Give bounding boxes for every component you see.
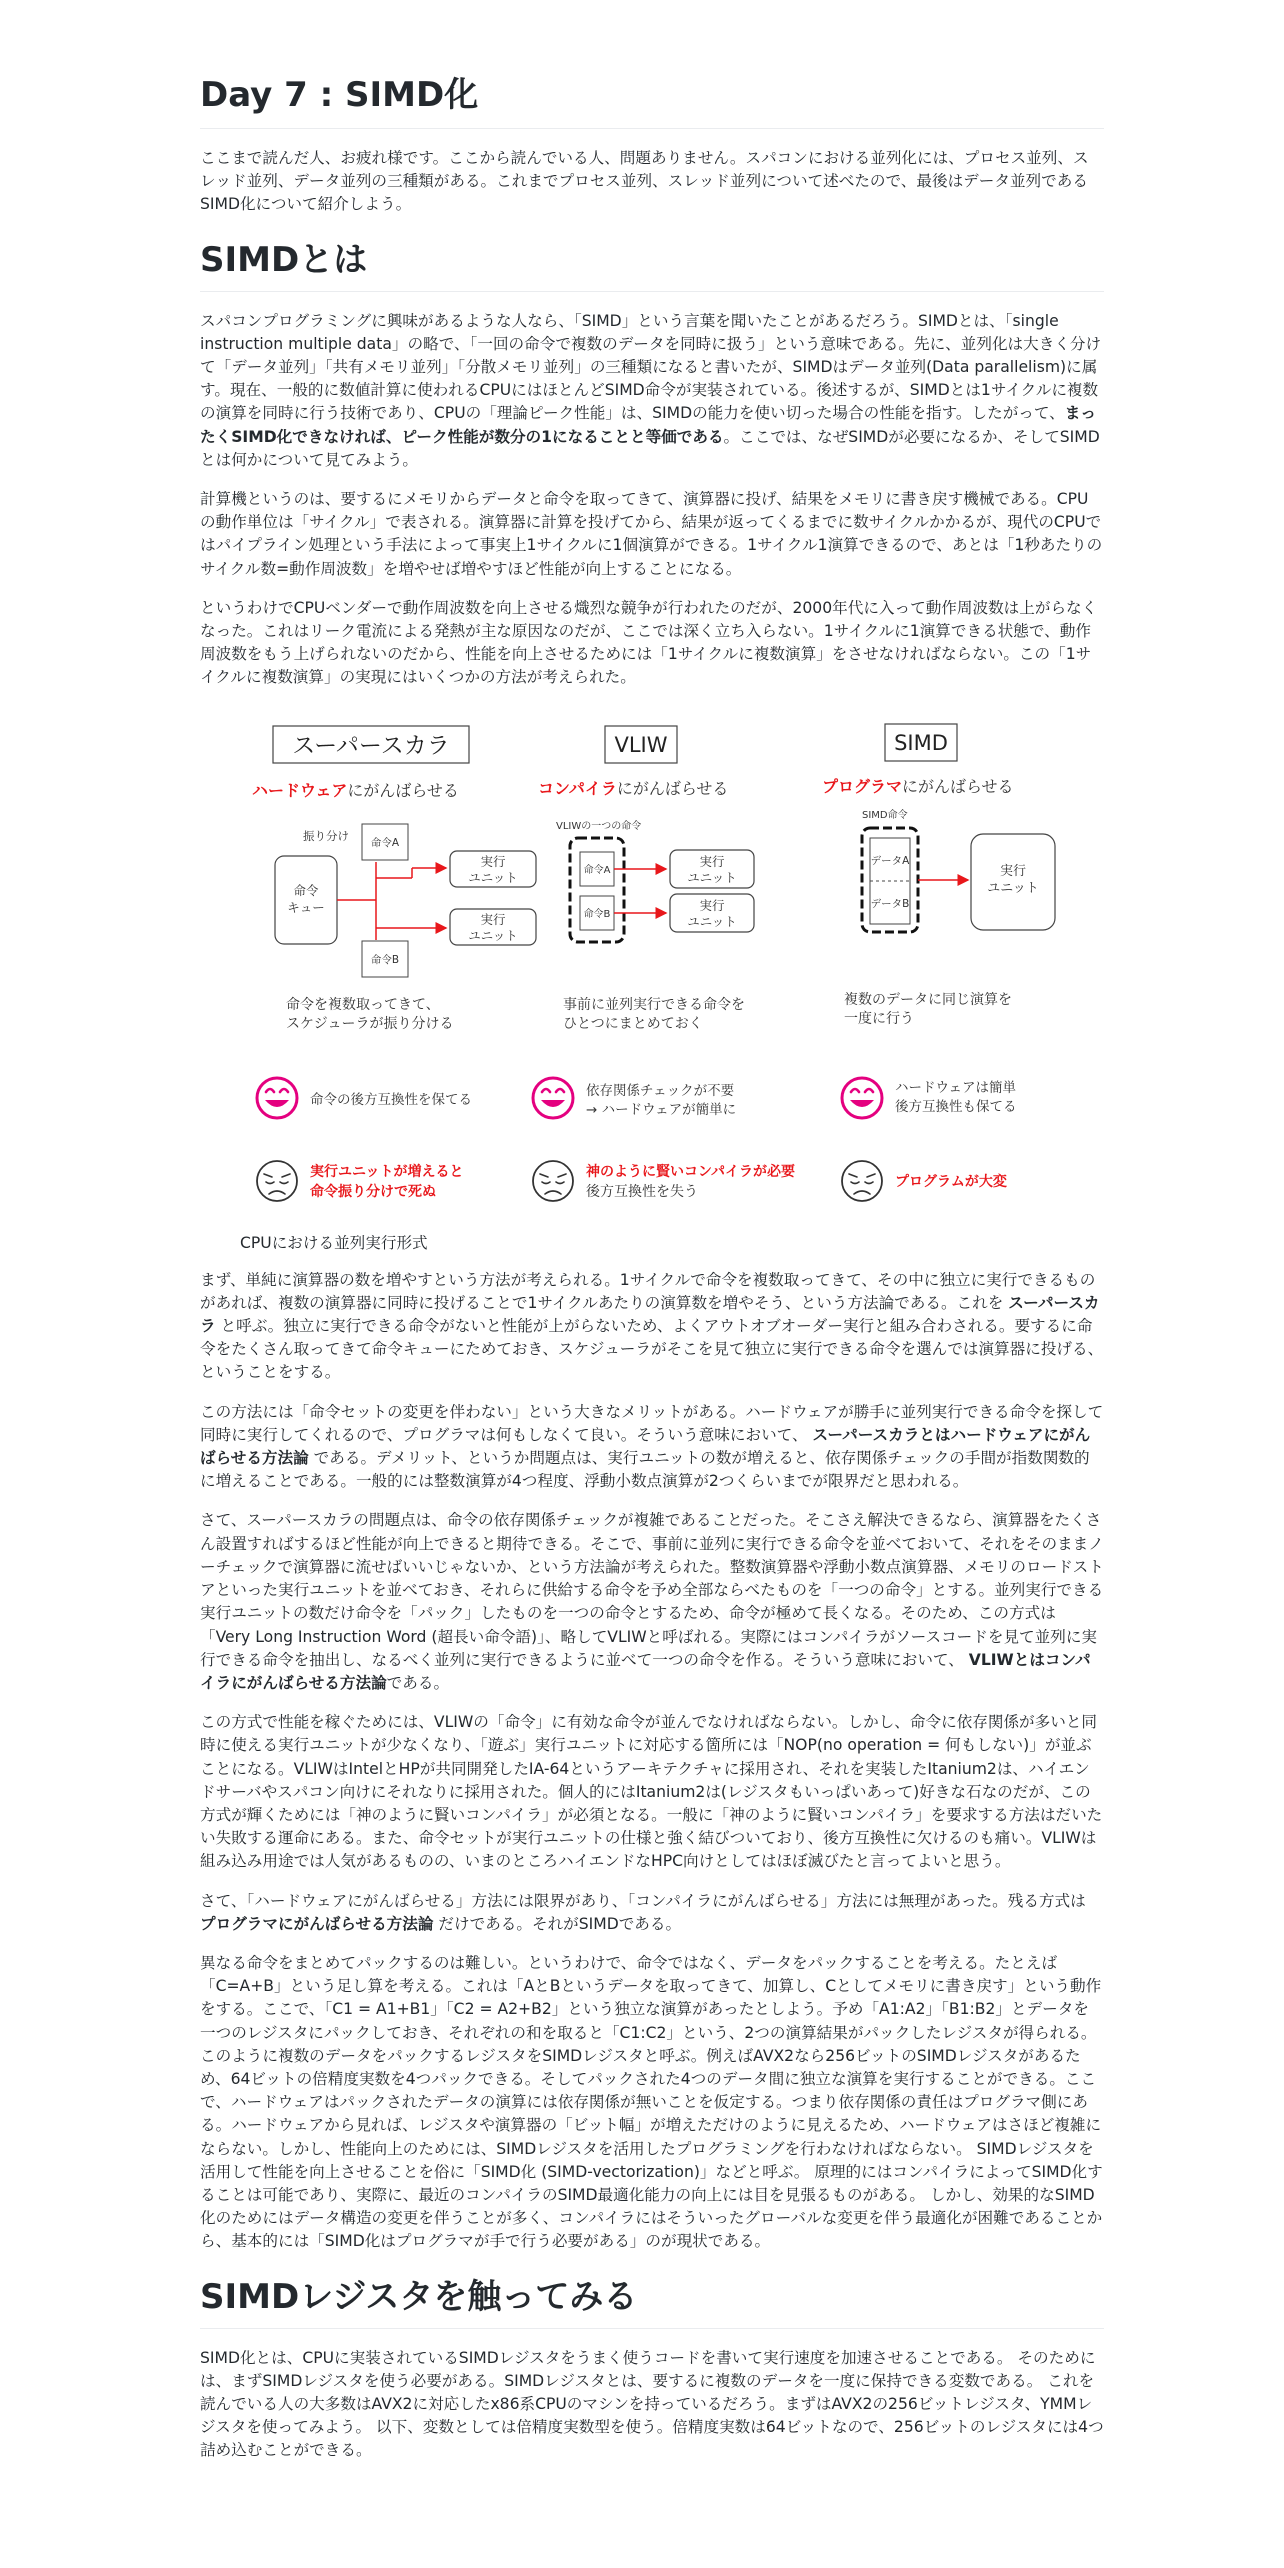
text-run: さて、「ハードウェアにがんばらせる」方法には限界があり、「コンパイラにがんばらせる」方法には無理があった。残る方式は <box>200 1891 1086 1910</box>
data-b-label: データB <box>870 897 910 910</box>
vliw-desc-1: 事前に並列実行できる命令を <box>563 996 745 1013</box>
superscalar-con-2: 命令振り分けで死ぬ <box>310 1183 436 1200</box>
superscalar-lead <box>252 781 459 800</box>
simd-title: SIMD <box>894 730 948 755</box>
parallel-execution-figure <box>200 706 1104 1236</box>
text-run: 。ここでは、なぜSIMDが必要になるか、そしてSIMDとは何かについて見てみよう。 <box>200 427 1100 469</box>
dispatch-label: 振り分け <box>303 828 349 843</box>
vliw-title: VLIW <box>614 732 668 757</box>
exec-unit-label-1: 実行 <box>999 863 1027 879</box>
exec-unit-label-2: ユニット <box>987 880 1039 896</box>
emphasis-text: VLIWとはコンパイラにがんばらせる方法論 <box>200 1650 1091 1692</box>
exec-unit-label-2: ユニット <box>468 869 518 885</box>
superscalar-desc-2: スケジューラが振り分ける <box>286 1015 454 1032</box>
data-a-label: データA <box>870 854 910 867</box>
text-run: さて、スーパースカラの問題点は、命令の依存関係チェックが複雑であることだった。そこさえ解決できるなら、演算器をたくさん設置すればするほど性能が向上できると期待できる。そこで、事前に並列に実行できる命令を並べておいて、それをそのままノーチェックで演算器に流せばいいじゃないか、という方法論が考えられた。整数演算器や浮動小数点演算器、メモリのロードストアといった実行ユニットを並べておき、それらに供給する命令を予め全部ならべたものを「一つの命令」とする。並列実行できる実行ユニットの数だけ命令を「パック」したものを一つの命令とするため、命令が極めて長くなる。そのため、この方式は「Very Long Instruction Word (超長い命令語)」、略してVLIWと呼ばれる。実際にはコンパイラがソースコードを見て並列に実行できる命令を抽出し、なるべく並列に実行できるように並べて一つの命令を作る。そういう意味において、 <box>200 1511 1104 1669</box>
instr-a-label: 命令A <box>583 864 611 876</box>
emphasis-text: スーパースカラとはハードウェアにがんばらせる方法論 <box>200 1425 1091 1468</box>
lead-rest: にがんばらせる <box>616 778 729 798</box>
text-run: この方法には「命令セットの変更を伴わない」という大きなメリットがある。ハードウェアが勝手に並列実行できる命令を探して同時に実行してくれるので、プログラマは何もしなくて良い。そういう意味において、 <box>200 1402 1104 1444</box>
emphasis-text: スーパースカラ <box>200 1293 1100 1336</box>
text-run: である。 <box>386 1673 450 1692</box>
vliw-desc-2: ひとつにまとめておく <box>563 1015 703 1032</box>
paragraph-simd-register-usage: SIMD化とは、CPUに実装されているSIMDレジスタをうまく使うコードを書いて実行速度を加速させることである。 そのためには、まずSIMDレジスタを使う必要がある。SIMDレジスタとは、要するに複数のデータを一度に保持できる変数である。 これを読んでいる人の大多数はAVX2に対応したx86系CPUのマシンを持っているだろう。まずはAVX2の256ビットレジスタ、YMMレジスタを使ってみよう。 以下、変数としては倍精度実数型を使う。倍精度実数は64ビットなので、256ビットのレジスタには4つ詰め込むことができる。 <box>200 2348 1104 2460</box>
superscalar-title: スーパースカラ <box>292 732 450 759</box>
day-heading: Day 7 : SIMD化 <box>200 72 1104 129</box>
queue-label-2: キュー <box>287 899 325 915</box>
unhappy-face-icon <box>533 1161 573 1201</box>
emphasis-text: プログラマにがんばらせる方法論 <box>200 1914 434 1933</box>
vliw-note: VLIWの一つの命令 <box>556 820 642 832</box>
figure-caption: CPUにおける並列実行形式 <box>240 1233 428 1252</box>
simd-desc-2: 一度に行う <box>844 1010 914 1027</box>
instr-b-label: 命令B <box>583 908 611 920</box>
text-run: と呼ぶ。独立に実行できる命令がないと性能が上がらないため、よくアウトオブオーダー実行と組み合わされる。要するに命令をたくさん取ってきて命令キューにためておき、スケジューラがそこを見て独立に実行できる命令を選んでは演算器に投げる、ということをする。 <box>200 1317 1104 1382</box>
lead-rest: にがんばらせる <box>902 776 1014 796</box>
smile-icon <box>533 1078 573 1118</box>
simd-desc-1: 複数のデータに同じ演算を <box>844 991 1012 1008</box>
exec-unit-label-1: 実行 <box>480 853 506 869</box>
text-run: まず、単純に演算器の数を増やすという方法が考えられる。1サイクルで命令を複数取ってきて、その中に独立に実行できるものがあれば、複数の演算器に同時に投げることで1サイクルあたりの演算数を増やそう、という方法論である。これを <box>200 1270 1096 1312</box>
paragraph-frequency: というわけでCPUベンダーで動作周波数を向上させる熾烈な競争が行われたのだが、2000年代に入って動作周波数は上がらなくなった。これはリーク電流による発熱が主な原因なのだが、ここでは深く立ち入らない。1サイクルに1演算できる状態で、動作周波数をもう上げられないのだから、性能を向上させるためには「1サイクルに複数演算」をさせなければならない。この「1サイクルに複数演算」の実現にはいくつかの方法が考えられた。 <box>200 598 1098 687</box>
simd-pro-2: 後方互換性も保てる <box>895 1098 1017 1115</box>
vliw-pro-2: → ハードウェアが簡単に <box>586 1101 737 1118</box>
superscalar-column <box>252 726 536 1201</box>
lead-red: コンパイラ <box>538 778 617 798</box>
superscalar-pro-1: 命令の後方互換性を保てる <box>310 1091 472 1108</box>
exec-unit-label-2: ユニット <box>468 927 518 943</box>
superscalar-con-1: 実行ユニットが増えると <box>310 1163 464 1180</box>
section-heading-simd: SIMDとは <box>200 237 1104 292</box>
simd-column <box>822 724 1055 1201</box>
lead-red: ハードウェア <box>252 780 348 800</box>
queue-label-1: 命令 <box>293 882 319 898</box>
simd-note: SIMD命令 <box>862 809 908 821</box>
lead-red: プログラマ <box>822 776 903 796</box>
text-run: である。デメリット、というか問題点は、実行ユニットの数が増えると、依存関係チェックの手間が指数関数的に増えることである。一般的には整数演算が4つ程度、浮動小数点演算が2つくらいまでが限界だと思われる。 <box>200 1449 1090 1491</box>
exec-unit-label-1: 実行 <box>699 853 725 869</box>
simd-con-1: プログラムが大変 <box>895 1173 1007 1190</box>
text-run: だけである。それがSIMDである。 <box>433 1914 682 1933</box>
text-run: スパコンプログラミングに興味があるような人なら、「SIMD」という言葉を聞いたことがあるだろう。SIMDとは、「single instruction multiple data」の略で、「一回の命令で複数のデータを同時に扱う」という意味である。先に、並列化は大きく分けて「データ並列」「共有メモリ並列」「分散メモリ並列」の三種類になると書いたが、SIMDはデータ並列(Data parallelism)に属す。現在、一般的に数値計算に使われるCPUにはほとんどSIMD命令が実装されている。後述するが、SIMDとは1サイクルに複数の演算を同時に行う技術であり、CPUの「理論ピーク性能」は、SIMDの能力を使い切った場合の性能を指す。したがって、 <box>200 311 1102 423</box>
instr-a-label: 命令A <box>370 836 400 849</box>
paragraph-superscalar <box>200 1269 1104 1385</box>
exec-unit-label-2: ユニット <box>687 913 737 929</box>
paragraph-vliw <box>200 1509 1104 1695</box>
emphasis-text: まったくSIMD化できなければ、ピーク性能が数分の1になることと等価である <box>200 404 1096 446</box>
smile-icon <box>842 1078 882 1118</box>
paragraph-vliw-problems: この方式で性能を稼ぐためには、VLIWの「命令」に有効な命令が並んでなければならない。しかし、命令に依存関係が多いと同時に使える実行ユニットが少なくなり、「遊ぶ」実行ユニットに対応する箇所には「NOP(no operation = 何もしない)」が並ぶことになる。VLIWはIntelとHPが共同開発したIA-64というアーキテクチャに採用され、それを実装したItanium2は、ハイエンドサーバやスパコン向けにそれなりに採用された。個人的にはItanium2は(レジスタもいっぱいあって)好きな石なのだが、この方式が輝くためには「神のように賢いコンパイラ」が必須となる。一般に「神のように賢いコンパイラ」を要求する方法はだいたい失敗する運命にある。また、命令セットが実行ユニットの仕様と強く結びついており、後方互換性に欠けるのも痛い。VLIWは組み込み用途では人気があるものの、いまのところハイエンドなHPC向けとしてはほぼ滅びたと言ってよいと思う。 <box>200 1713 1103 1871</box>
figure-diagram <box>200 706 1104 1236</box>
vliw-con-2: 後方互換性を失う <box>586 1183 698 1200</box>
vliw-con-1: 神のように賢いコンパイラが必要 <box>586 1163 796 1180</box>
paragraph-simd-intro <box>200 1890 1104 1936</box>
exec-unit-label-1: 実行 <box>480 911 506 927</box>
paragraph-superscalar-merit <box>200 1401 1104 1494</box>
paragraph-cycles: 計算機というのは、要するにメモリからデータと命令を取ってきて、演算器に投げ、結果をメモリに書き戻す機械である。CPUの動作単位は「サイクル」で表される。演算器に計算を投げてから、結果が返ってくるまでに数サイクルかかるが、現代のCPUではパイプライン処理という手法によって事実上1サイクルに1個演算ができる。1サイクル1演算できるので、あとは「1秒あたりのサイクル数=動作周波数」を増やせば増やすほど性能が向上することになる。 <box>200 490 1103 578</box>
superscalar-desc-1: 命令を複数取ってきて、 <box>286 996 440 1013</box>
vliw-pro-1: 依存関係チェックが不要 <box>586 1082 735 1099</box>
exec-unit-label-1: 実行 <box>699 897 725 913</box>
simd-pro-1: ハードウェアは簡単 <box>895 1079 1016 1096</box>
smile-icon <box>257 1078 297 1118</box>
paragraph-simd-definition <box>200 310 1104 472</box>
lead-rest: にがんばらせる <box>347 780 459 800</box>
exec-unit-label-2: ユニット <box>687 869 737 885</box>
unhappy-face-icon <box>257 1161 297 1201</box>
unhappy-face-icon <box>842 1161 882 1201</box>
section-heading-simd-registers: SIMDレジスタを触ってみる <box>200 2274 1104 2329</box>
vliw-lead <box>538 779 728 798</box>
instr-b-label: 命令B <box>370 953 400 966</box>
vliw-column <box>533 726 795 1201</box>
intro-paragraph: ここまで読んだ人、お疲れ様です。ここから読んでいる人、問題ありません。スパコンにおける並列化には、プロセス並列、スレッド並列、データ並列の三種類がある。これまでプロセス並列、スレッド並列について述べたので、最後はデータ並列であるSIMD化について紹介しよう。 <box>200 149 1089 214</box>
article <box>200 72 1104 2479</box>
simd-lead <box>822 777 1014 796</box>
paragraph-simd-registers: 異なる命令をまとめてパックするのは難しい。というわけで、命令ではなく、データをパックすることを考える。たとえば「C=A+B」という足し算を考える。これは「AとBというデータを取ってきて、加算し、Cとしてメモリに書き戻す」という動作をする。ここで、「C1 = A1+B1」「C2 = A2+B2」という独立な演算があったとしよう。予め「A1:A2」「B1:B2」とデータを一つのレジスタにパックしておき、それぞれの和を取ると「C1:C2」という、2つの演算結果がパックしたレジスタが得られる。このように複数のデータをパックするレジスタをSIMDレジスタと呼ぶ。例えばAVX2なら256ビットのSIMDレジスタがあるため、64ビットの倍精度実数を4つパックできる。そしてパックされた4つのデータ間に独立な演算を実行することができる。ここで、ハードウェアはパックされたデータの演算には依存関係が無いことを仮定する。つまり依存関係の責任はプログラマ側にある。ハードウェアから見れば、レジスタや演算器の「ビット幅」が増えただけのように見えるため、ハードウェアはさほど複雑にならない。しかし、性能向上のためには、SIMDレジスタを活用したプログラミングを行わなければならない。 SIMDレジスタを活用して性能を向上させることを俗に「SIMD化 (SIMD-vectorization)」などと呼ぶ。 原理的にはコンパイラによってSIMD化することは可能であり、実際に、最近のコンパイラのSIMD最適化能力の向上には目を見張るものがある。 しかし、効果的なSIMD化のためにはデータ構造の変更を伴うことが多く、コンパイラにはそういったグローバルな変更を伴う最適化が困難であることから、基本的には「SIMD化はプログラマが手で行う必要がある」のが現状である。 <box>200 1953 1103 2251</box>
